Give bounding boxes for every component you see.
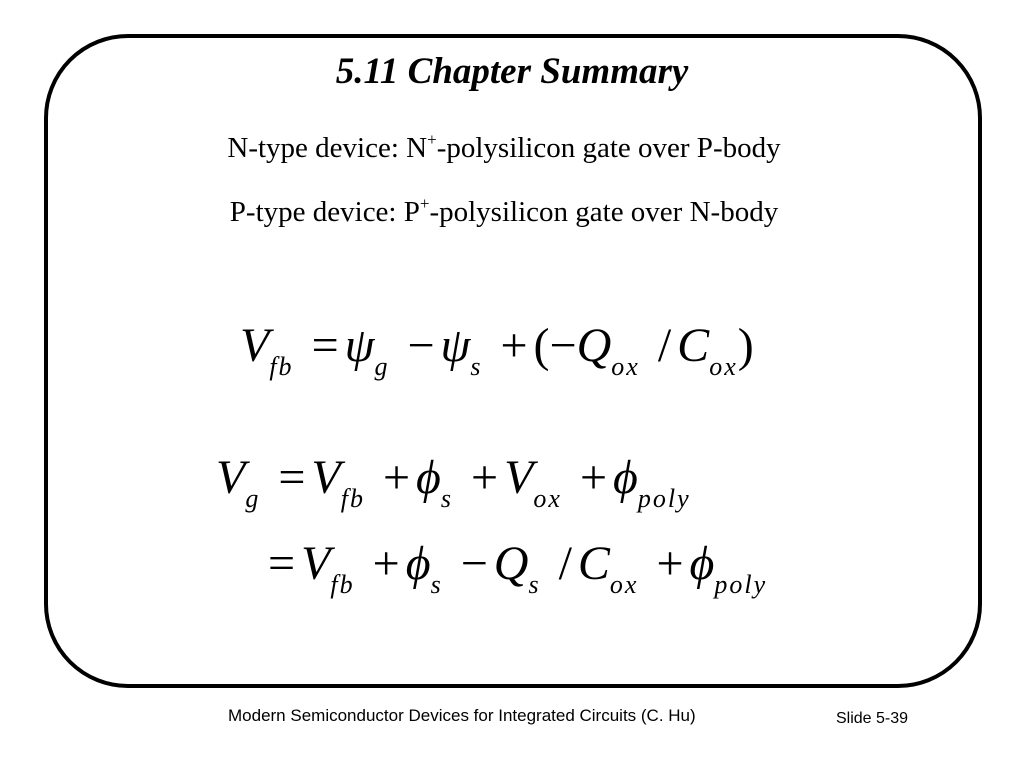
eq3-phi-s: ϕ xyxy=(405,537,431,590)
eq2-v-ox: V xyxy=(504,451,534,504)
eq3-plus-1: + xyxy=(372,537,400,590)
eq1-equals: = xyxy=(311,319,339,372)
eq3-c: C xyxy=(577,537,610,590)
eq1-fb-subscript: fb xyxy=(269,352,294,381)
p-type-device-line xyxy=(0,194,1016,230)
eq2-plus-1: + xyxy=(382,451,411,504)
eq3-minus: − xyxy=(460,537,488,590)
eq1-q: Q xyxy=(576,319,612,372)
gate-voltage-expanded-equation xyxy=(262,536,768,599)
eq2-plus-2: + xyxy=(471,451,499,504)
eq1-open-paren: (− xyxy=(533,319,577,372)
footer-book-title: Modern Semiconductor Devices for Integrated Circuits (C. Hu) xyxy=(228,706,696,725)
eq2-poly-subscript: poly xyxy=(637,484,691,513)
eq2-phi-poly: ϕ xyxy=(613,451,638,504)
n-type-prefix: N-type device: N xyxy=(227,132,428,164)
eq2-s-subscript: s xyxy=(440,484,454,513)
footer-slide-number: Slide 5-39 xyxy=(836,710,909,727)
eq1-v: V xyxy=(240,319,270,372)
p-type-superscript: + xyxy=(419,194,430,213)
eq2-v: V xyxy=(216,451,246,504)
gate-voltage-equation xyxy=(216,450,691,513)
eq2-v-fb: V xyxy=(311,451,341,504)
eq3-q-s: Q xyxy=(493,537,529,590)
p-type-suffix: -polysilicon gate over N-body xyxy=(429,196,779,228)
eq1-g-subscript: g xyxy=(374,352,390,381)
eq1-psi-g: ψ xyxy=(344,319,375,372)
eq1-c-ox-subscript: ox xyxy=(709,352,738,381)
eq3-s-subscript: s xyxy=(430,570,443,599)
p-type-prefix: P-type device: P xyxy=(229,196,420,228)
eq3-fb-subscript: fb xyxy=(330,570,355,599)
flatband-voltage-equation xyxy=(240,318,754,381)
eq2-fb-subscript: fb xyxy=(340,484,365,513)
eq3-q-s-subscript: s xyxy=(528,570,541,599)
eq1-s-subscript: s xyxy=(470,352,483,381)
eq3-v-fb: V xyxy=(301,537,331,590)
eq3-ox-subscript: ox xyxy=(609,570,639,599)
eq2-plus-3: + xyxy=(579,451,608,504)
eq1-minus: − xyxy=(407,319,435,372)
n-type-suffix: -polysilicon gate over P-body xyxy=(436,132,781,164)
eq2-ox-subscript: ox xyxy=(533,484,562,513)
eq3-poly-subscript: poly xyxy=(714,570,768,599)
eq3-phi-poly: ϕ xyxy=(689,537,715,590)
eq1-plus: + xyxy=(500,319,528,372)
slide-title: 5.11 Chapter Summary xyxy=(335,51,689,92)
eq3-slash: / xyxy=(558,537,572,590)
eq3-equals: = xyxy=(268,537,296,590)
eq1-c: C xyxy=(677,319,710,372)
eq2-g-subscript: g xyxy=(245,484,261,513)
eq1-psi-s: ψ xyxy=(440,319,471,372)
eq1-slash: / xyxy=(657,319,672,372)
n-type-superscript: + xyxy=(427,130,437,149)
eq1-q-ox-subscript: ox xyxy=(611,352,640,381)
eq3-plus-2: + xyxy=(656,537,684,590)
eq1-close-paren: ) xyxy=(737,319,754,372)
eq2-phi-s: ϕ xyxy=(416,451,441,504)
eq2-equals: = xyxy=(278,451,306,504)
n-type-device-line xyxy=(0,130,1016,166)
